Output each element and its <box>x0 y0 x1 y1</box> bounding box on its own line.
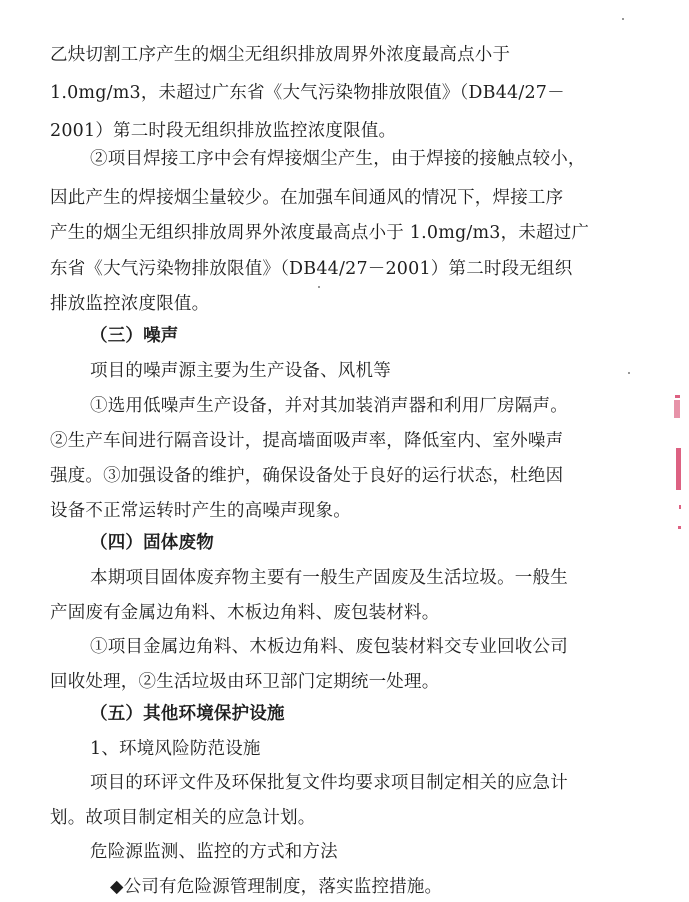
section-heading-solid-waste: （四）固体废物 <box>90 533 214 553</box>
paragraph-line: ②项目焊接工序中会有焊接烟尘产生，由于焊接的接触点较小， <box>90 149 586 169</box>
section-heading-other-facilities: （五）其他环境保护设施 <box>90 704 285 724</box>
scan-speck <box>318 286 320 288</box>
paragraph-line: 项目的环评文件及环保批复文件均要求项目制定相关的应急计 <box>90 773 568 793</box>
bullet-line: ◆公司有危险源管理制度，落实监控措施。 <box>110 877 443 897</box>
paragraph-line: 2001）第二时段无组织排放监控浓度限值。 <box>50 121 397 141</box>
paragraph-line: 强度。③加强设备的维护，确保设备处于良好的运行状态，杜绝因 <box>50 466 564 486</box>
paragraph-line: 本期项目固体废弃物主要有一般生产固废及生活垃圾。一般生 <box>90 568 568 588</box>
paragraph-line: 产生的烟尘无组织排放周界外浓度最高点小于 1.0mg/m3，未超过广 <box>50 223 590 243</box>
paragraph-line: 1.0mg/m3，未超过广东省《大气污染物排放限值》（DB44/27－ <box>50 83 565 103</box>
paragraph-line: ①项目金属边角料、木板边角料、废包装材料交专业回收公司 <box>90 637 568 657</box>
scan-speck <box>628 372 630 374</box>
paragraph-line: 危险源监测、监控的方式和方法 <box>90 842 338 862</box>
paragraph-line: 乙炔切割工序产生的烟尘无组织排放周界外浓度最高点小于 <box>50 45 511 65</box>
section-heading-noise: （三）噪声 <box>90 326 179 346</box>
paragraph-line: 东省《大气污染物排放限值》（DB44/27－2001）第二时段无组织 <box>50 259 573 279</box>
scan-speck <box>622 18 624 20</box>
subsection-heading: 1、环境风险防范设施 <box>90 739 261 759</box>
paragraph-line: 设备不正常运转时产生的高噪声现象。 <box>50 501 351 521</box>
paragraph-line: ①选用低噪声生产设备，并对其加装消声器和利用厂房隔声。 <box>90 396 568 416</box>
paragraph-line: 产固废有金属边角料、木板边角料、废包装材料。 <box>50 603 440 623</box>
paragraph-line: 项目的噪声源主要为生产设备、风机等 <box>90 361 391 381</box>
paragraph-line: 因此产生的焊接烟尘量较少。在加强车间通风的情况下，焊接工序 <box>50 188 564 208</box>
paragraph-line: ②生产车间进行隔音设计，提高墙面吸声率，降低室内、室外噪声 <box>50 431 564 451</box>
paragraph-line: 划。故项目制定相关的应急计划。 <box>50 808 316 828</box>
paragraph-line: 排放监控浓度限值。 <box>50 294 210 314</box>
paragraph-line: 回收处理，②生活垃圾由环卫部门定期统一处理。 <box>50 672 440 692</box>
